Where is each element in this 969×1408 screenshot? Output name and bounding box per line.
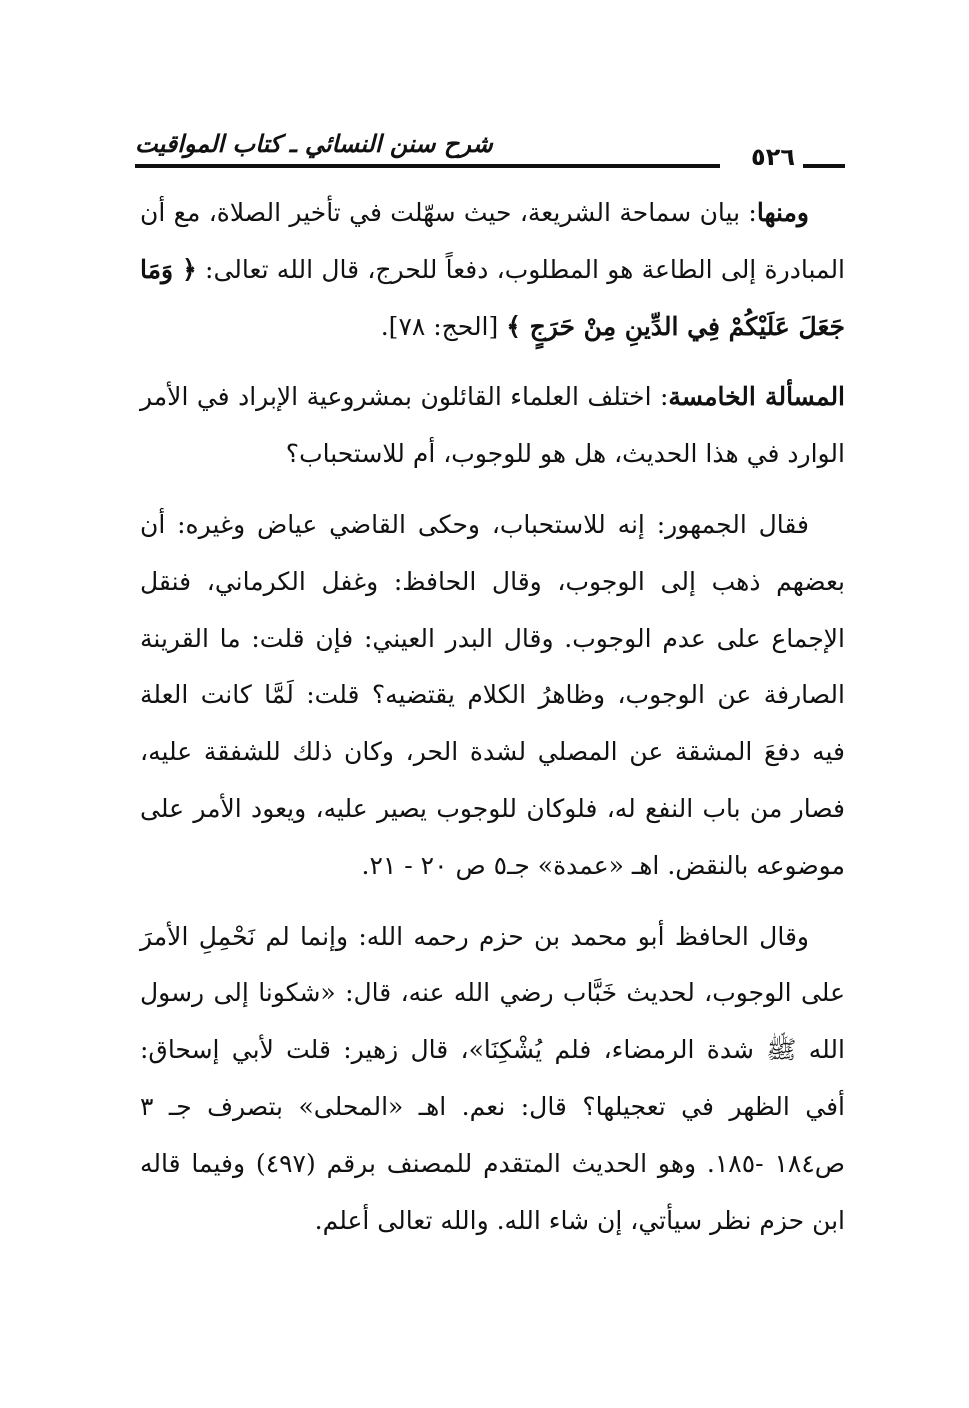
running-title: شرح سنن النسائي ـ كتاب المواقيت bbox=[135, 130, 493, 158]
paragraph-text: فقال الجمهور: إنه للاستحباب، وحكى القاضي عياض وغيره: أن بعضهم ذهب إلى الوجوب، وقال الحافظ: وغفل الكرماني، فنقل الإجماع على عدم الوجوب. وقال البدر العيني: فإن قلت: ما القرينة الصارفة عن الوجوب، وظاهرُ الكلام يقتضيه؟ قلت: لَمَّا كانت العلة فيه دفعَ المشقة عن المصلي لشدة الحر، وكان ذلك للشفقة عليه، فصار من باب النفع له، فلوكان للوجوب يصير عليه، ويعود الأمر على موضوعه بالنقض. اهـ «عمدة» جـ٥ ص ٢٠ - ٢١. bbox=[140, 509, 845, 880]
paragraph-text: : بيان سماحة الشريعة، حيث سهّلت في تأخير الصلاة، مع أن المبادرة إلى الطاعة هو المطلوب، دفعاً للحرج، قال الله تعالى: bbox=[140, 198, 846, 284]
header-rule-short bbox=[803, 164, 845, 168]
verse-reference: [الحج: ٧٨]. bbox=[380, 311, 507, 341]
issue-heading: المسألة الخامسة bbox=[668, 382, 846, 412]
page-body bbox=[140, 185, 845, 1263]
quran-verse: ﴿ وَمَا جَعَلَ عَلَيْكُمْ فِي الدِّينِ مِنْ حَرَجٍ ﴾ bbox=[140, 254, 845, 341]
paragraph-fifth-issue bbox=[140, 369, 845, 483]
header-rule bbox=[135, 164, 720, 168]
paragraph-ease-of-sharia bbox=[140, 185, 845, 355]
paragraph-majority-view bbox=[140, 497, 845, 895]
page-number: ٥٢٦ bbox=[751, 143, 795, 171]
paragraph-text: : اختلف العلماء القائلون بمشروعية الإبراد في الأمر الوارد في هذا الحديث، هل هو للوجوب، أم للاستحباب؟ bbox=[140, 382, 845, 469]
paragraph-lead: ومنها bbox=[756, 198, 809, 227]
paragraph-ibn-hazm bbox=[140, 909, 845, 1250]
paragraph-text: وقال الحافظ أبو محمد بن حزم رحمه الله: وإنما لم نَحْمِلِ الأمرَ على الوجوب، لحديث خَبَّاب رضي الله عنه، قال: «شكونا إلى رسول الله ﷺ شدة الرمضاء، فلم يُشْكِنَا»، قال زهير: قلت لأبي إسحاق: أفي الظهر في تعجيلها؟ قال: نعم. اهـ «المحلى» بتصرف جـ ٣ ص١٨٤ -١٨٥. وهو الحديث المتقدم للمصنف برقم (٤٩٧) وفيما قاله ابن حزم نظر سيأتي، إن شاء الله. والله تعالى أعلم. bbox=[140, 921, 845, 1235]
running-header bbox=[135, 128, 845, 172]
